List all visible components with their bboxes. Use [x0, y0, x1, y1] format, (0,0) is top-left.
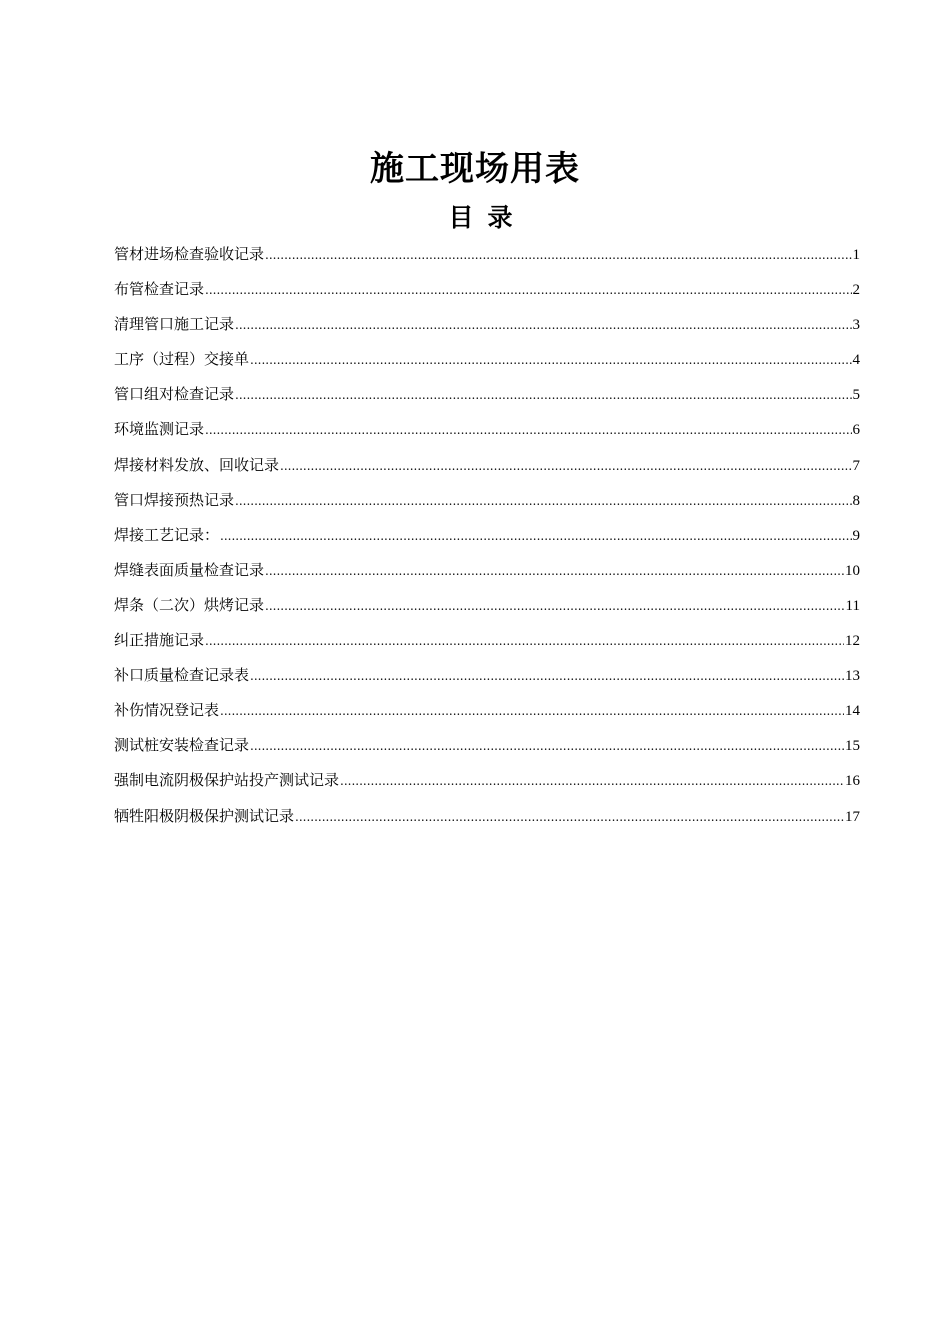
toc-entry[interactable]: [114, 307, 860, 342]
toc-entry-label: 环境监测记录: [114, 420, 205, 439]
toc-leader-dots: [235, 484, 851, 519]
toc-entry-label: 焊缝表面质量检查记录: [114, 560, 265, 579]
toc-leader-dots: [235, 308, 851, 343]
toc-entry[interactable]: [114, 412, 860, 447]
toc-entry-page: 16: [845, 773, 860, 790]
toc-entry[interactable]: [114, 763, 860, 798]
toc-entry-page: 3: [852, 317, 860, 334]
toc-entry-page: 7: [852, 457, 860, 474]
toc-entry[interactable]: [114, 658, 860, 693]
toc-entry-label: 管口组对检查记录: [114, 385, 235, 404]
toc-entry-page: 12: [845, 633, 860, 650]
toc-entry-label: 管材进场检查验收记录: [114, 245, 265, 263]
toc-entry-label: 纠正措施记录: [114, 631, 205, 650]
toc-leader-dots: [250, 659, 844, 694]
toc-leader-dots: [205, 624, 844, 659]
toc-leader-dots: [250, 343, 851, 378]
toc-leader-dots: [265, 554, 844, 589]
toc-entry-page: 2: [852, 282, 860, 299]
toc-entry[interactable]: [114, 623, 860, 658]
toc-entry[interactable]: [114, 377, 860, 412]
toc-leader-dots: [220, 519, 851, 554]
toc-entry-label: 测试桩安装检查记录: [114, 736, 250, 755]
toc-entry[interactable]: [114, 799, 860, 834]
toc-entry-label: 焊接材料发放、回收记录: [114, 455, 280, 474]
toc-entry-page: 6: [852, 422, 860, 439]
toc-entry[interactable]: [114, 342, 860, 377]
table-of-contents: [114, 237, 860, 834]
toc-entry-page: 5: [852, 387, 860, 404]
toc-leader-dots: [205, 273, 851, 308]
toc-entry[interactable]: [114, 272, 860, 307]
toc-entry[interactable]: [114, 728, 860, 763]
toc-entry-label: 补口质量检查记录表: [114, 666, 250, 685]
toc-leader-dots: [295, 800, 844, 835]
document-title: 施工现场用表: [370, 149, 580, 189]
toc-entry[interactable]: [114, 553, 860, 588]
toc-entry-page: 15: [845, 738, 860, 755]
toc-leader-dots: [235, 378, 851, 413]
toc-entry-label: 焊接工艺记录：: [114, 525, 220, 544]
toc-entry-label: 补伤情况登记表: [114, 701, 220, 720]
toc-entry-page: 17: [845, 808, 860, 825]
toc-entry-label: 布管检查记录: [114, 280, 205, 299]
toc-entry-label: 清理管口施工记录: [114, 315, 235, 334]
toc-entry-label: 管口焊接预热记录: [114, 490, 235, 509]
toc-entry-label: 工序（过程）交接单: [114, 350, 250, 369]
toc-entry[interactable]: [114, 693, 860, 728]
toc-leader-dots: [265, 589, 845, 624]
toc-entry-label: 强制电流阴极保护站投产测试记录: [114, 771, 340, 790]
toc-entry[interactable]: [114, 237, 860, 272]
toc-entry-page: 11: [845, 597, 860, 614]
toc-entry-page: 10: [845, 562, 860, 579]
toc-entry[interactable]: [114, 518, 860, 553]
toc-heading: 目录: [448, 203, 527, 232]
toc-leader-dots: [265, 238, 851, 273]
toc-entry-page: 14: [845, 703, 860, 720]
toc-leader-dots: [220, 694, 844, 729]
toc-leader-dots: [205, 413, 851, 448]
toc-entry[interactable]: [114, 588, 860, 623]
toc-entry-label: 焊条（二次）烘烤记录: [114, 595, 265, 614]
toc-entry-page: 9: [852, 527, 860, 544]
toc-leader-dots: [340, 764, 844, 799]
toc-entry-label: 牺牲阳极阴极保护测试记录: [114, 806, 295, 825]
toc-entry-page: 4: [852, 352, 860, 369]
toc-entry-page: 8: [852, 492, 860, 509]
toc-entry-page: 1: [852, 247, 860, 263]
toc-leader-dots: [280, 449, 851, 484]
toc-leader-dots: [250, 729, 844, 764]
toc-entry[interactable]: [114, 448, 860, 483]
toc-entry[interactable]: [114, 483, 860, 518]
toc-entry-page: 13: [845, 668, 860, 685]
